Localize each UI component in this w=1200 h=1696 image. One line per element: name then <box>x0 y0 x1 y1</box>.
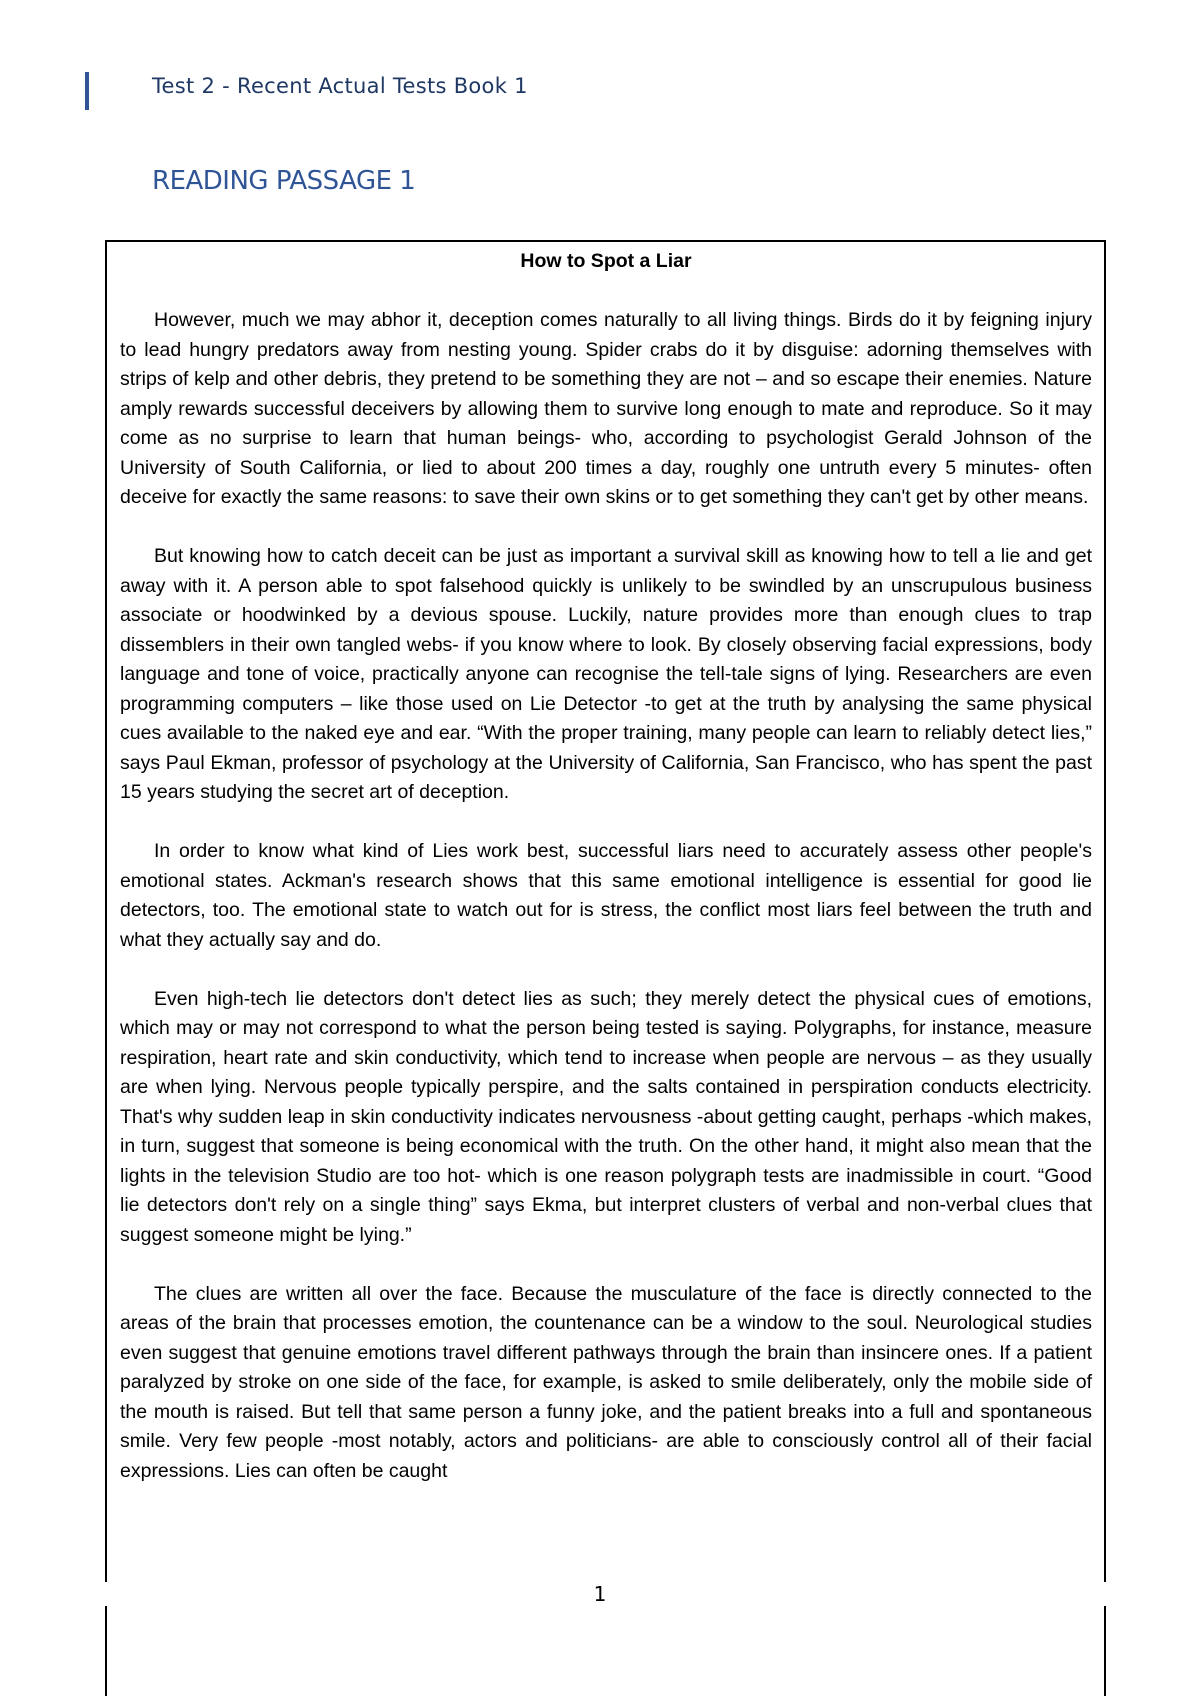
passage-paragraph-5: The clues are written all over the face. Because the musculature of the face is directly connected to the areas of the brain that processes emotion, the countenance can be a window to the soul. Neurological studies even suggest that genuine emotions travel different pathways through the brain than insincere ones. If a patient paralyzed by stroke on one side of the face, for example, is asked to smile deliberately, only the mobile side of the mouth is raised. But tell that same person a funny joke, and the patient breaks into a full and spontaneous smile. Very few people -most notably, actors and politicians- are able to consciously control all of their facial expressions. Lies can often be caught <box>120 1282 1092 1482</box>
passage-paragraph-3: In order to know what kind of Lies work best, successful liars need to accurately assess other people's emotional states. Ackman's research shows that this same emotional intelligence is essential for good lie detectors, too. The emotional state to watch out for is stress, the conflict most liars feel between the truth and what they actually say and do. <box>120 840 1092 951</box>
passage-paragraph-1: However, much we may abhor it, deception comes naturally to all living things. Birds do it by feigning injury to lead hungry predators away from nesting young. Spider crabs do it by disguise: adorning themselves with strips of kelp and other debris, they pretend to be something they are not – and so escape their enemies. Nature amply rewards successful deceivers by allowing them to survive long enough to mate and reproduce. So it may come as no surprise to learn that human beings- who, according to psychologist Gerald Johnson of the University of South California, or lied to about 200 times a day, roughly one untruth every 5 minutes- often deceive for exactly the same reasons: to save their own skins or to get something they can't get by other means. <box>120 309 1092 508</box>
passage-paragraph-4: Even high-tech lie detectors don't detect lies as such; they merely detect the physical cues of emotions, which may or may not correspond to what the person being tested is saying. Polygraphs, for instance, measure respiration, heart rate and skin conductivity, which tend to increase when people are nervous – as they usually are when lying. Nervous people typically perspire, and the salts contained in perspiration conducts electricity. That's why sudden leap in skin conductivity indicates nervousness -about getting caught, perhaps -which makes, in turn, suggest that someone is being economical with the truth. On the other hand, it might also mean that the lights in the television Studio are too hot- which is one reason polygraph tests are inadmissible in court. “Good lie detectors don't rely on a single thing” says Ekma, but interpret clusters of verbal and non-verbal clues that suggest someone might be lying.” <box>120 987 1092 1246</box>
running-header: Test 2 - Recent Actual Tests Book 1 <box>152 74 528 98</box>
header-accent-bar <box>85 72 89 110</box>
passage-paragraph-2: But knowing how to catch deceit can be just as important a survival skill as knowing how to tell a lie and get away with it. A person able to spot falsehood quickly is unlikely to be swindled by an unscrupulous business associate or hoodwinked by a devious spouse. Luckily, nature provides more than enough clues to trap dissemblers in their own tangled webs- if you know where to look. By closely observing facial expressions, body language and tone of voice, practically anyone can recognise the tell-tale signs of lying. Researchers are even programming computers – like those used on Lie Detector -to get at the truth by analysing the same physical cues available to the naked eye and ear. “With the proper training, many people can learn to reliably detect lies,” says Paul Ekman, professor of psychology at the University of California, San Francisco, who has spent the past 15 years studying the secret art of deception. <box>120 545 1092 803</box>
passage-box <box>105 240 1106 1696</box>
section-title: READING PASSAGE 1 <box>152 166 416 196</box>
passage-title: How to Spot a Liar <box>520 250 692 272</box>
page-number: 1 <box>0 1582 1200 1606</box>
